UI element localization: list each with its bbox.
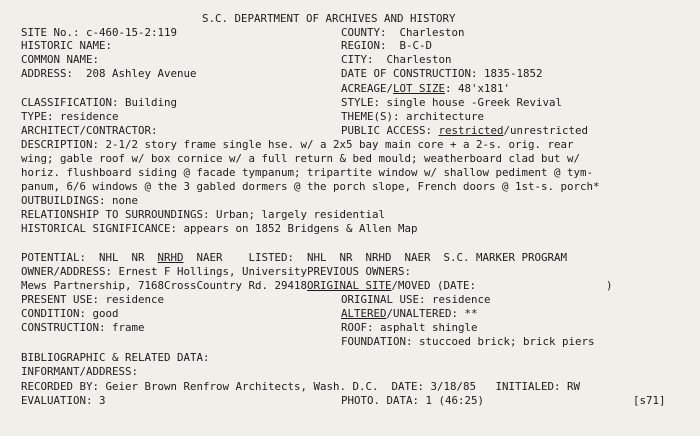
owner-address-continued: Mews Partnership, 7168CrossCountry Rd. 29418: [21, 279, 308, 292]
potential-nrhd: NRHD: [157, 251, 184, 264]
historical-significance: HISTORICAL SIGNIFICANCE: appears on 1852 Bridgens & Allen Map: [21, 222, 418, 235]
card-header: S.C. DEPARTMENT OF ARCHIVES AND HISTORY: [202, 12, 456, 25]
bibliographic-data: BIBLIOGRAPHIC & RELATED DATA:: [21, 351, 210, 364]
evaluation: EVALUATION: 3: [21, 394, 106, 407]
roof: ROOF: asphalt shingle: [341, 321, 478, 334]
date-of-construction: DATE OF CONSTRUCTION: 1835-1852: [341, 67, 543, 80]
type: TYPE: residence: [21, 110, 119, 123]
style: STYLE: single house -Greek Revival: [341, 96, 563, 109]
altered-unaltered: [341, 307, 478, 320]
construction: CONSTRUCTION: frame: [21, 321, 145, 334]
foundation: FOUNDATION: stuccoed brick; brick piers: [341, 335, 595, 348]
architect-contractor: ARCHITECT/CONTRACTOR:: [21, 124, 158, 137]
acreage-label: ACREAGE/: [341, 82, 394, 95]
public-access-unrestricted: /unrestricted: [503, 124, 589, 137]
present-use: PRESENT USE: residence: [21, 293, 165, 306]
site-number: SITE No.: c-460-15-2:119: [21, 26, 178, 39]
description-line-3: horiz. flushboard siding @ facade tympanum; tripartite window w/ shallow pediment @ tym-: [21, 166, 594, 179]
potential-listed: NAER LISTED: NHL NR NRHD NAER S.C. MARKER PROGRAM: [183, 251, 568, 264]
lot-size-label: LOT SIZE: [393, 82, 446, 95]
description-line-4: panum, 6/6 windows @ the 3 gabled dormers @ the porch slope, French doors @ 1st-s. porch*: [21, 180, 600, 193]
altered-label: ALTERED: [341, 307, 387, 320]
photo-data: PHOTO. DATA: 1 (46:25): [341, 394, 485, 407]
region: REGION: B-C-D: [341, 39, 433, 52]
address: ADDRESS: 208 Ashley Avenue: [21, 67, 197, 80]
themes: THEME(S): architecture: [341, 110, 485, 123]
lot-size-value: : 48'x181': [445, 82, 511, 95]
common-name: COMMON NAME:: [21, 53, 100, 66]
description-line-1: DESCRIPTION: 2-1/2 story frame single hse. w/ a 2x5 bay main core + a 2-s. orig. rear: [21, 138, 574, 151]
unaltered-label: /UNALTERED: **: [386, 307, 478, 320]
description-line-2: wing; gable roof w/ box cornice w/ a full return & bed mould; weatherboard clad but w/: [21, 152, 581, 165]
county: COUNTY: Charleston: [341, 26, 465, 39]
relationship-to-surroundings: RELATIONSHIP TO SURROUNDINGS: Urban; largely residential: [21, 208, 386, 221]
outbuildings: OUTBUILDINGS: none: [21, 194, 139, 207]
public-access-label: PUBLIC ACCESS:: [341, 124, 439, 137]
informant-address: INFORMANT/ADDRESS:: [21, 365, 139, 378]
original-site: ORIGINAL SITE: [307, 279, 392, 292]
original-use: ORIGINAL USE: residence: [341, 293, 491, 306]
potential-line: [21, 251, 567, 264]
owner-address: OWNER/ADDRESS: Ernest F Hollings, UniversityPREVIOUS OWNERS:: [21, 265, 412, 278]
recorded-by: RECORDED BY: Geier Brown Renfrow Architects, Wash. D.C. DATE: 3/18/85 INITIALED: RW: [21, 380, 581, 393]
classification: CLASSIFICATION: Building: [21, 96, 178, 109]
owner-address-line-2: [21, 279, 613, 292]
public-access: [341, 124, 588, 137]
moved-date: /MOVED (DATE: ): [391, 279, 613, 292]
condition: CONDITION: good: [21, 307, 119, 320]
historic-name: HISTORIC NAME:: [21, 39, 113, 52]
public-access-restricted: restricted: [438, 124, 504, 137]
city: CITY: Charleston: [341, 53, 452, 66]
photo-reference: [s71]: [633, 394, 666, 407]
potential-label: POTENTIAL: NHL NR: [21, 251, 158, 264]
acreage-lot-size: [341, 82, 510, 95]
